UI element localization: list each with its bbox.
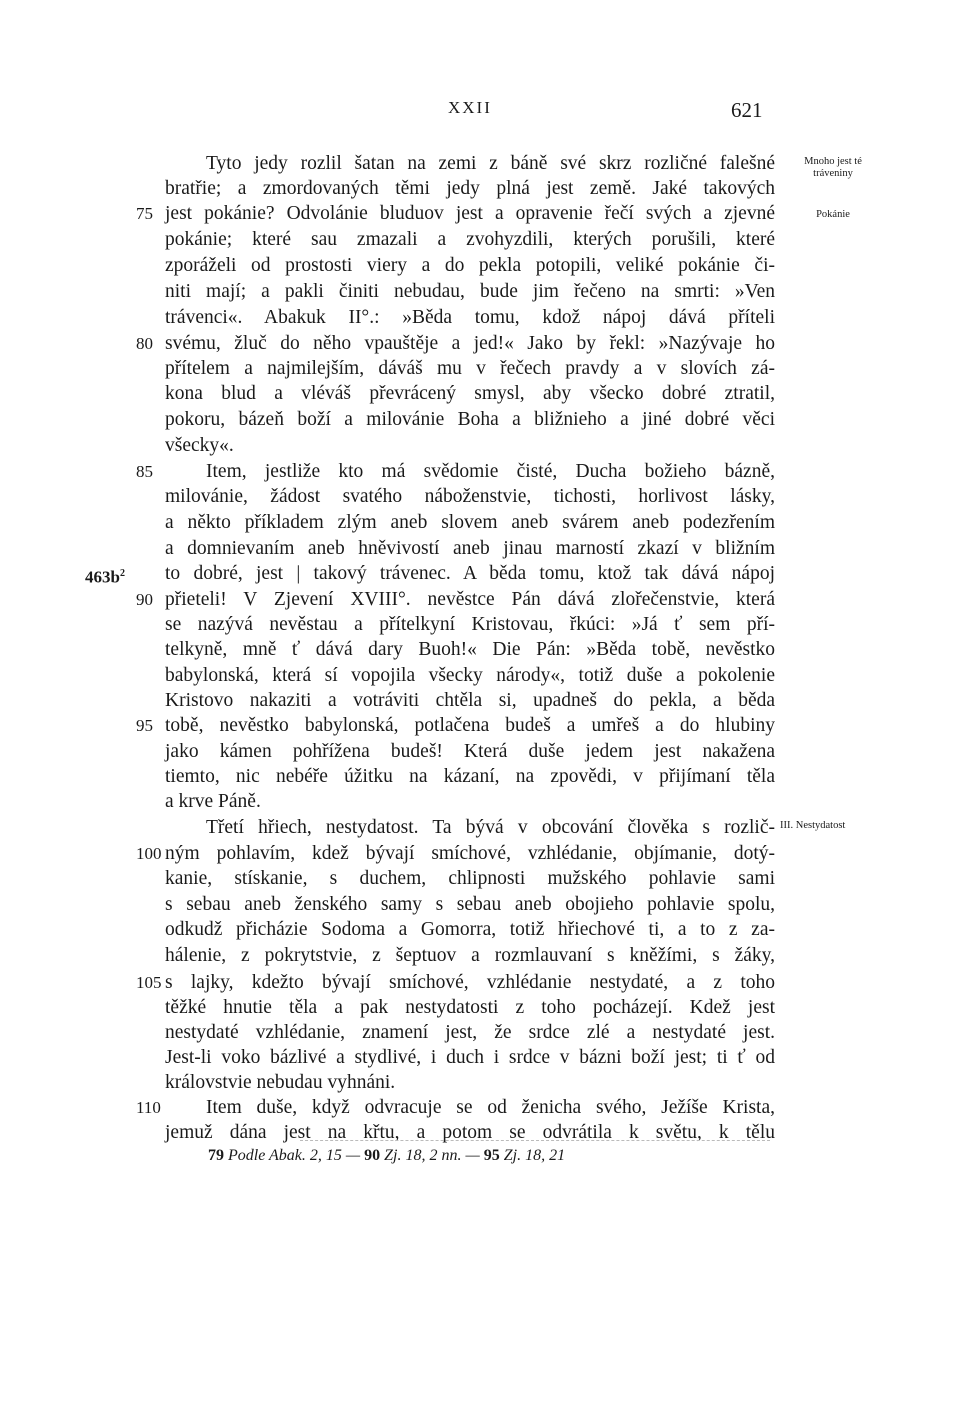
folio-sup: 2 xyxy=(119,568,125,579)
text-line: Jest-li voko bázlivé a stydlivé, i duch i srdce v bázni boží jest; ti ť od xyxy=(165,1047,775,1068)
text-line: přieteli! V Zjevení XVIII°. nevěstce Pán dává zlořečenstvie, která xyxy=(165,589,775,610)
footnote-line-ref: 90 xyxy=(364,1147,381,1164)
text-line: tiemto, nic nebéře úžitku na kázaní, na zpovědi, v přijímaní těla xyxy=(165,766,775,787)
text-line: a krve Páně. xyxy=(165,791,261,812)
footnote-text: Podle Abak. 2, 15 — xyxy=(228,1147,361,1164)
text-line: babylonská, která sí vopojila všecky národy«, totiž duše a pokolenie xyxy=(165,665,775,686)
text-line: jemuž dána jest na křtu, a potom se odvrátila k světu, k tělu xyxy=(165,1122,775,1143)
text-line: se nazývá nevěstau a přítelkyní Kristovau, řkúci: »Já ť sem pří- xyxy=(165,614,775,635)
text-line: Tyto jedy rozlil šatan na zemi z báně své skrz rozličné falešné xyxy=(206,153,775,174)
text-line: s lajky, kdežto bývají smíchové, vzhlédanie nestydaté, a z toho xyxy=(165,972,775,993)
text-line: s sebau aneb ženského samy s sebau aneb obojieho pohlavie spolu, xyxy=(165,894,775,915)
footnote-text: Zj. 18, 21 xyxy=(503,1147,566,1164)
footnote-rule xyxy=(300,1140,770,1141)
text-line: kona blud a vléváš převrácený smysl, aby všecko dobré ztratil, xyxy=(165,383,775,404)
text-line: Item, jestliže kto má svědomie čisté, Ducha božieho bázně, xyxy=(206,461,775,482)
footnote xyxy=(208,1147,565,1165)
text-line: hálenie, z pokrytstvie, z šeptuov a rozmlauvaní s kněžími, s žáky, xyxy=(165,945,775,966)
margin-note: Pokánie xyxy=(816,209,850,220)
text-line: a domnievaním aneb hněvivostí aneb jinau marností zkazí v bližním xyxy=(165,538,775,559)
text-line: těžké hnutie těla a pak nestydatosti z toho pocházejí. Kdež jest xyxy=(165,997,775,1018)
page-number: 621 xyxy=(731,98,763,122)
text-line: pokoru, bázeň boží a milovánie Boha a bližnieho a jiné dobré věci xyxy=(165,409,775,430)
text-line: odkudž přicházie Sodoma a Gomorra, totiž hřiechové ti, a to z za- xyxy=(165,919,775,940)
margin-note: III. Nestydatost xyxy=(780,820,846,831)
line-number: 85 xyxy=(136,462,153,481)
footnote-line-ref: 79 xyxy=(208,1147,224,1164)
text-line: Třetí hřiech, nestydatost. Ta bývá v obcování člověka s rozlič- xyxy=(206,817,775,838)
text-line: ným pohlavím, kdež bývají smíchové, vzhlédanie, objímanie, dotý- xyxy=(165,843,775,864)
text-line: telkyně, mně ť dává dary Buoh!« Die Pán: »Běda tobě, nevěstko xyxy=(165,639,775,660)
text-line: zporáželi od prostosti viery a do pekla potopili, veliké pokánie či- xyxy=(165,255,775,276)
text-line: a někto příkladem zlým aneb slovem aneb svárem aneb podezřením xyxy=(165,512,775,533)
text-line: Item duše, když odvracuje se od ženicha svého, Ježíše Krista, xyxy=(206,1097,775,1118)
text-line: niti mají; a pakli činiti nebudau, bude jim řečeno na smrti: »Ven xyxy=(165,281,775,302)
line-number: 100 xyxy=(136,844,162,863)
footnote-text: Zj. 18, 2 nn. — xyxy=(384,1147,480,1164)
text-line: trávenci«. Abakuk II°.: »Běda tomu, kdož nápoj dává příteli xyxy=(165,307,775,328)
folio-label: 463b xyxy=(85,567,120,587)
text-line: jako kámen pohřížena budeš! Která duše jedem jest nakažena xyxy=(165,741,775,762)
text-line: to dobré, jest | takový trávenec. A běda tomu, ktož tak dává nápoj xyxy=(165,563,775,584)
line-number: 75 xyxy=(136,204,153,223)
footnote-line-ref: 95 xyxy=(483,1147,500,1164)
text-line: bratřie; a zmordovaných těmi jedy plná jest země. Jaké takových xyxy=(165,178,775,199)
text-line: kanie, stískanie, s duchem, chlipnosti mužského pohlavie sami xyxy=(165,868,775,889)
margin-note: Mnoho jest té tráveniny xyxy=(804,156,862,179)
text-line: svému, žluč do něho vpauštěje a jed!« Jako by řekl: »Nazývaje ho xyxy=(165,333,775,354)
text-line: tobě, nevěstko babylonská, potlačena budeš a umřeš a do hlubiny xyxy=(165,715,775,736)
text-line: jest pokánie? Odvolánie bluduov jest a opravenie řečí svých a zjevné xyxy=(165,203,775,224)
running-header-chapter: XXII xyxy=(448,98,492,117)
line-number: 110 xyxy=(136,1098,161,1117)
text-line: přítelem a najmilejším, dáváš mu v řečech pravdy a v slovích zá- xyxy=(165,358,775,379)
text-line: všecky«. xyxy=(165,435,234,456)
line-number: 90 xyxy=(136,590,153,609)
line-number: 80 xyxy=(136,334,153,353)
text-line: Kristovo nakaziti a votráviti chtěla si, upadneš do pekla, a běda xyxy=(165,690,775,711)
line-number: 95 xyxy=(136,716,153,735)
text-line: milovánie, žádost svatého náboženstvie, tichosti, horlivost lásky, xyxy=(165,486,775,507)
text-line: nestydaté vzhlédanie, znamení jest, že srdce zlé a nestydaté jest. xyxy=(165,1022,775,1043)
text-line: královstvie nebudau vyhnáni. xyxy=(165,1072,396,1093)
line-number: 105 xyxy=(136,973,162,992)
folio-reference xyxy=(85,561,125,590)
text-line: pokánie; které sau zmazali a zvohyzdili, kterých porušili, které xyxy=(165,229,775,250)
